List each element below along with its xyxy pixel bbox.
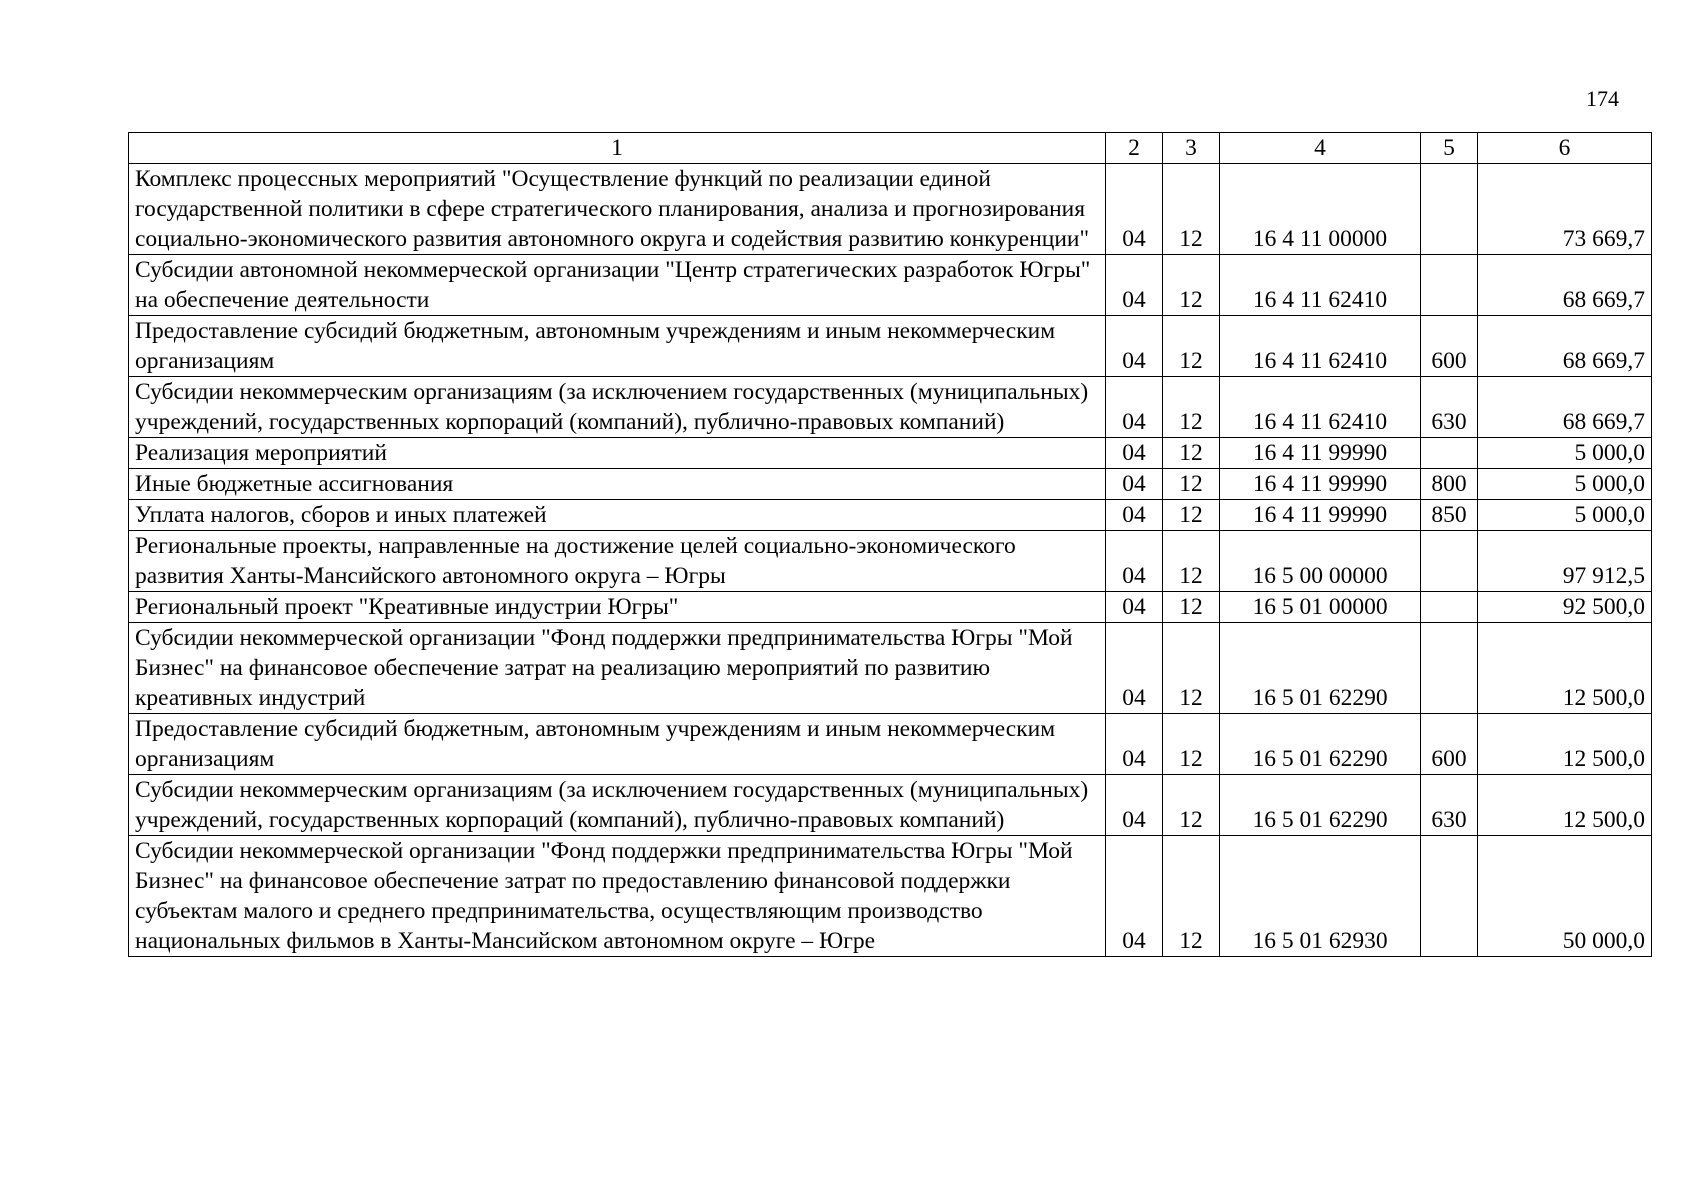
row-target-code: 16 4 11 62410 [1220,255,1421,316]
row-section: 04 [1106,531,1163,592]
row-name: Субсидии некоммерческой организации "Фонд поддержки предпринимательства Югры "Мой Бизнес" на финансовое обеспечение затрат по предоставлению финансовой поддержки субъектам малого и среднего предпринимательства, осуществляющим производство национальных фильмов в Ханты-Мансийском автономном округе – Югре [129,836,1106,957]
row-amount: 12 500,0 [1478,775,1652,836]
row-expense-type [1421,531,1478,592]
table-row [129,592,1652,623]
row-subsection: 12 [1163,623,1220,714]
row-subsection: 12 [1163,592,1220,623]
row-amount: 12 500,0 [1478,714,1652,775]
row-amount: 68 669,7 [1478,316,1652,377]
table-row [129,164,1652,255]
row-target-code: 16 4 11 62410 [1220,377,1421,438]
row-target-code: 16 5 01 62290 [1220,775,1421,836]
row-expense-type [1421,438,1478,469]
header-col-4: 4 [1220,133,1421,164]
row-amount: 68 669,7 [1478,377,1652,438]
row-subsection: 12 [1163,500,1220,531]
table-row [129,469,1652,500]
row-amount: 50 000,0 [1478,836,1652,957]
row-subsection: 12 [1163,775,1220,836]
row-section: 04 [1106,164,1163,255]
table-row [129,623,1652,714]
table-row [129,714,1652,775]
header-row [129,133,1652,164]
row-name: Региональный проект "Креативные индустрии Югры" [129,592,1106,623]
row-subsection: 12 [1163,714,1220,775]
row-amount: 5 000,0 [1478,469,1652,500]
header-col-6: 6 [1478,133,1652,164]
row-target-code: 16 5 01 62290 [1220,623,1421,714]
row-amount: 68 669,7 [1478,255,1652,316]
header-col-2: 2 [1106,133,1163,164]
row-target-code: 16 4 11 99990 [1220,469,1421,500]
row-target-code: 16 5 01 62290 [1220,714,1421,775]
row-name: Региональные проекты, направленные на достижение целей социально-экономического развития Ханты-Мансийского автономного округа – Югры [129,531,1106,592]
budget-table [128,132,1652,957]
row-target-code: 16 5 01 00000 [1220,592,1421,623]
row-target-code: 16 4 11 99990 [1220,438,1421,469]
row-subsection: 12 [1163,164,1220,255]
row-expense-type [1421,592,1478,623]
row-name: Субсидии автономной некоммерческой организации "Центр стратегических разработок Югры" на обеспечение деятельности [129,255,1106,316]
row-section: 04 [1106,377,1163,438]
row-amount: 5 000,0 [1478,438,1652,469]
row-name: Комплекс процессных мероприятий "Осуществление функций по реализации единой государственной политики в сфере стратегического планирования, анализа и прогнозирования социально-экономического развития автономного округа и содействия развитию конкуренции" [129,164,1106,255]
row-target-code: 16 4 11 62410 [1220,316,1421,377]
row-section: 04 [1106,469,1163,500]
table-row [129,377,1652,438]
row-expense-type: 800 [1421,469,1478,500]
row-subsection: 12 [1163,255,1220,316]
row-name: Уплата налогов, сборов и иных платежей [129,500,1106,531]
row-expense-type [1421,836,1478,957]
row-subsection: 12 [1163,531,1220,592]
row-subsection: 12 [1163,438,1220,469]
row-section: 04 [1106,500,1163,531]
table-row [129,255,1652,316]
row-expense-type: 600 [1421,316,1478,377]
row-name: Иные бюджетные ассигнования [129,469,1106,500]
header-col-5: 5 [1421,133,1478,164]
row-section: 04 [1106,316,1163,377]
row-subsection: 12 [1163,836,1220,957]
row-section: 04 [1106,255,1163,316]
row-expense-type [1421,623,1478,714]
header-col-3: 3 [1163,133,1220,164]
row-section: 04 [1106,775,1163,836]
row-amount: 12 500,0 [1478,623,1652,714]
row-expense-type [1421,164,1478,255]
row-subsection: 12 [1163,469,1220,500]
row-name: Реализация мероприятий [129,438,1106,469]
row-amount: 5 000,0 [1478,500,1652,531]
row-expense-type: 600 [1421,714,1478,775]
table-row [129,500,1652,531]
row-name: Субсидии некоммерческим организациям (за исключением государственных (муниципальных) учреждений, государственных корпораций (компаний), публично-правовых компаний) [129,377,1106,438]
table-row [129,836,1652,957]
row-name: Предоставление субсидий бюджетным, автономным учреждениям и иным некоммерческим организациям [129,714,1106,775]
table-row [129,531,1652,592]
row-subsection: 12 [1163,377,1220,438]
row-target-code: 16 4 11 99990 [1220,500,1421,531]
row-expense-type [1421,255,1478,316]
row-section: 04 [1106,714,1163,775]
row-name: Предоставление субсидий бюджетным, автономным учреждениям и иным некоммерческим организациям [129,316,1106,377]
row-amount: 92 500,0 [1478,592,1652,623]
row-amount: 73 669,7 [1478,164,1652,255]
row-target-code: 16 5 00 00000 [1220,531,1421,592]
page-number: 174 [1586,86,1619,111]
table-row [129,438,1652,469]
row-name: Субсидии некоммерческой организации "Фонд поддержки предпринимательства Югры "Мой Бизнес" на финансовое обеспечение затрат на реализацию мероприятий по развитию креативных индустрий [129,623,1106,714]
table-row [129,775,1652,836]
row-expense-type: 850 [1421,500,1478,531]
row-expense-type: 630 [1421,775,1478,836]
row-target-code: 16 4 11 00000 [1220,164,1421,255]
row-target-code: 16 5 01 62930 [1220,836,1421,957]
row-section: 04 [1106,836,1163,957]
row-section: 04 [1106,592,1163,623]
header-col-1: 1 [129,133,1106,164]
row-section: 04 [1106,623,1163,714]
row-expense-type: 630 [1421,377,1478,438]
table-row [129,316,1652,377]
row-name: Субсидии некоммерческим организациям (за исключением государственных (муниципальных) учреждений, государственных корпораций (компаний), публично-правовых компаний) [129,775,1106,836]
row-subsection: 12 [1163,316,1220,377]
row-amount: 97 912,5 [1478,531,1652,592]
row-section: 04 [1106,438,1163,469]
